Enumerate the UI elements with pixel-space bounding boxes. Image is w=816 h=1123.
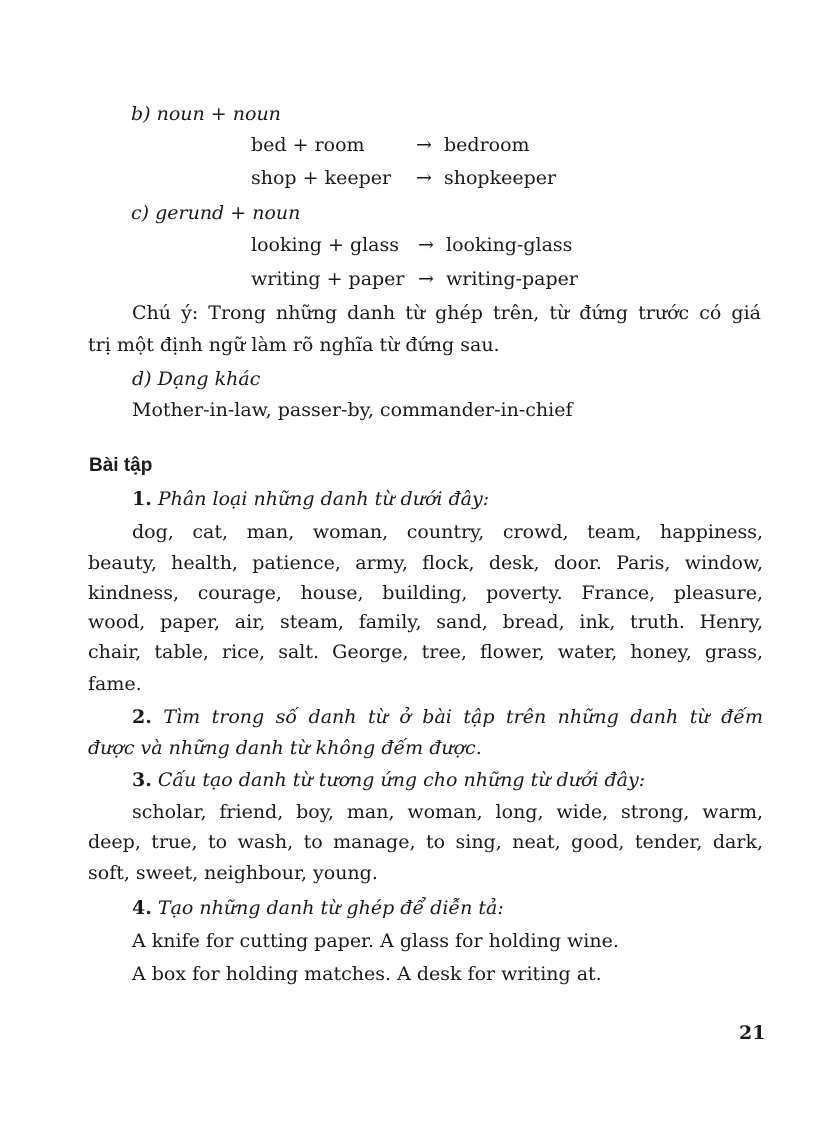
exercise-number: 4. <box>132 897 152 919</box>
exercise-text-line: wood, paper, air, steam, family, sand, bread, ink, truth. Henry, <box>88 611 763 633</box>
exercise-prompt: Tạo những danh từ ghép để diễn tả: <box>157 897 504 919</box>
exercise-4-prompt <box>132 896 504 920</box>
section-d-examples: Mother-in-law, passer-by, commander-in-chief <box>132 399 573 421</box>
example-right: bedroom <box>444 134 530 156</box>
exercise-text-line: fame. <box>88 673 142 695</box>
exercise-text-line: A box for holding matches. A desk for writing at. <box>132 963 602 985</box>
exercise-1-prompt <box>132 487 489 511</box>
example-right: looking-glass <box>446 234 573 256</box>
exercise-text-line: kindness, courage, house, building, poverty. France, pleasure, <box>88 582 763 604</box>
exercise-prompt: được và những danh từ không đếm được. <box>88 737 482 759</box>
exercise-number: 3. <box>132 769 152 791</box>
note-line: trị một định ngữ làm rõ nghĩa từ đứng sau. <box>88 334 500 356</box>
section-d-heading: d) Dạng khác <box>132 368 261 390</box>
section-c-heading: c) gerund + noun <box>131 202 301 224</box>
example-left: writing + paper <box>251 268 405 290</box>
example-right: writing-paper <box>446 268 578 290</box>
exercise-prompt: Cấu tạo danh từ tương ứng cho những từ dưới đây: <box>157 769 646 791</box>
exercise-prompt: Tìm trong số danh từ ở bài tập trên những danh từ đếm <box>163 706 763 728</box>
exercise-text-line: chair, table, rice, salt. George, tree, flower, water, honey, grass, <box>88 641 763 663</box>
arrow-icon: → <box>416 134 432 156</box>
exercise-2-prompt <box>132 705 763 729</box>
exercises-title: Bài tập <box>89 455 153 476</box>
exercise-number: 1. <box>132 488 152 510</box>
arrow-icon: → <box>418 234 434 256</box>
exercise-text-line: beauty, health, patience, army, flock, desk, door. Paris, window, <box>88 552 763 574</box>
exercise-3-prompt <box>132 768 645 792</box>
example-right: shopkeeper <box>444 167 557 189</box>
example-left: looking + glass <box>251 234 400 256</box>
example-left: shop + keeper <box>251 167 392 189</box>
exercise-text-line: dog, cat, man, woman, country, crowd, team, happiness, <box>132 521 763 543</box>
note-line: Chú ý: Trong những danh từ ghép trên, từ đứng trước có giá <box>132 302 761 324</box>
exercise-text-line: A knife for cutting paper. A glass for holding wine. <box>132 930 619 952</box>
example-left: bed + room <box>251 134 365 156</box>
exercise-text-line: deep, true, to wash, to manage, to sing, neat, good, tender, dark, <box>88 831 763 853</box>
exercise-text-line: scholar, friend, boy, man, woman, long, wide, strong, warm, <box>132 801 763 823</box>
section-b-heading: b) noun + noun <box>131 103 281 125</box>
exercise-text-line: soft, sweet, neighbour, young. <box>88 862 378 884</box>
exercise-prompt: Phân loại những danh từ dưới đây: <box>157 488 490 510</box>
page-number: 21 <box>739 1022 766 1044</box>
arrow-icon: → <box>418 268 434 290</box>
arrow-icon: → <box>416 167 432 189</box>
exercise-number: 2. <box>132 706 152 728</box>
